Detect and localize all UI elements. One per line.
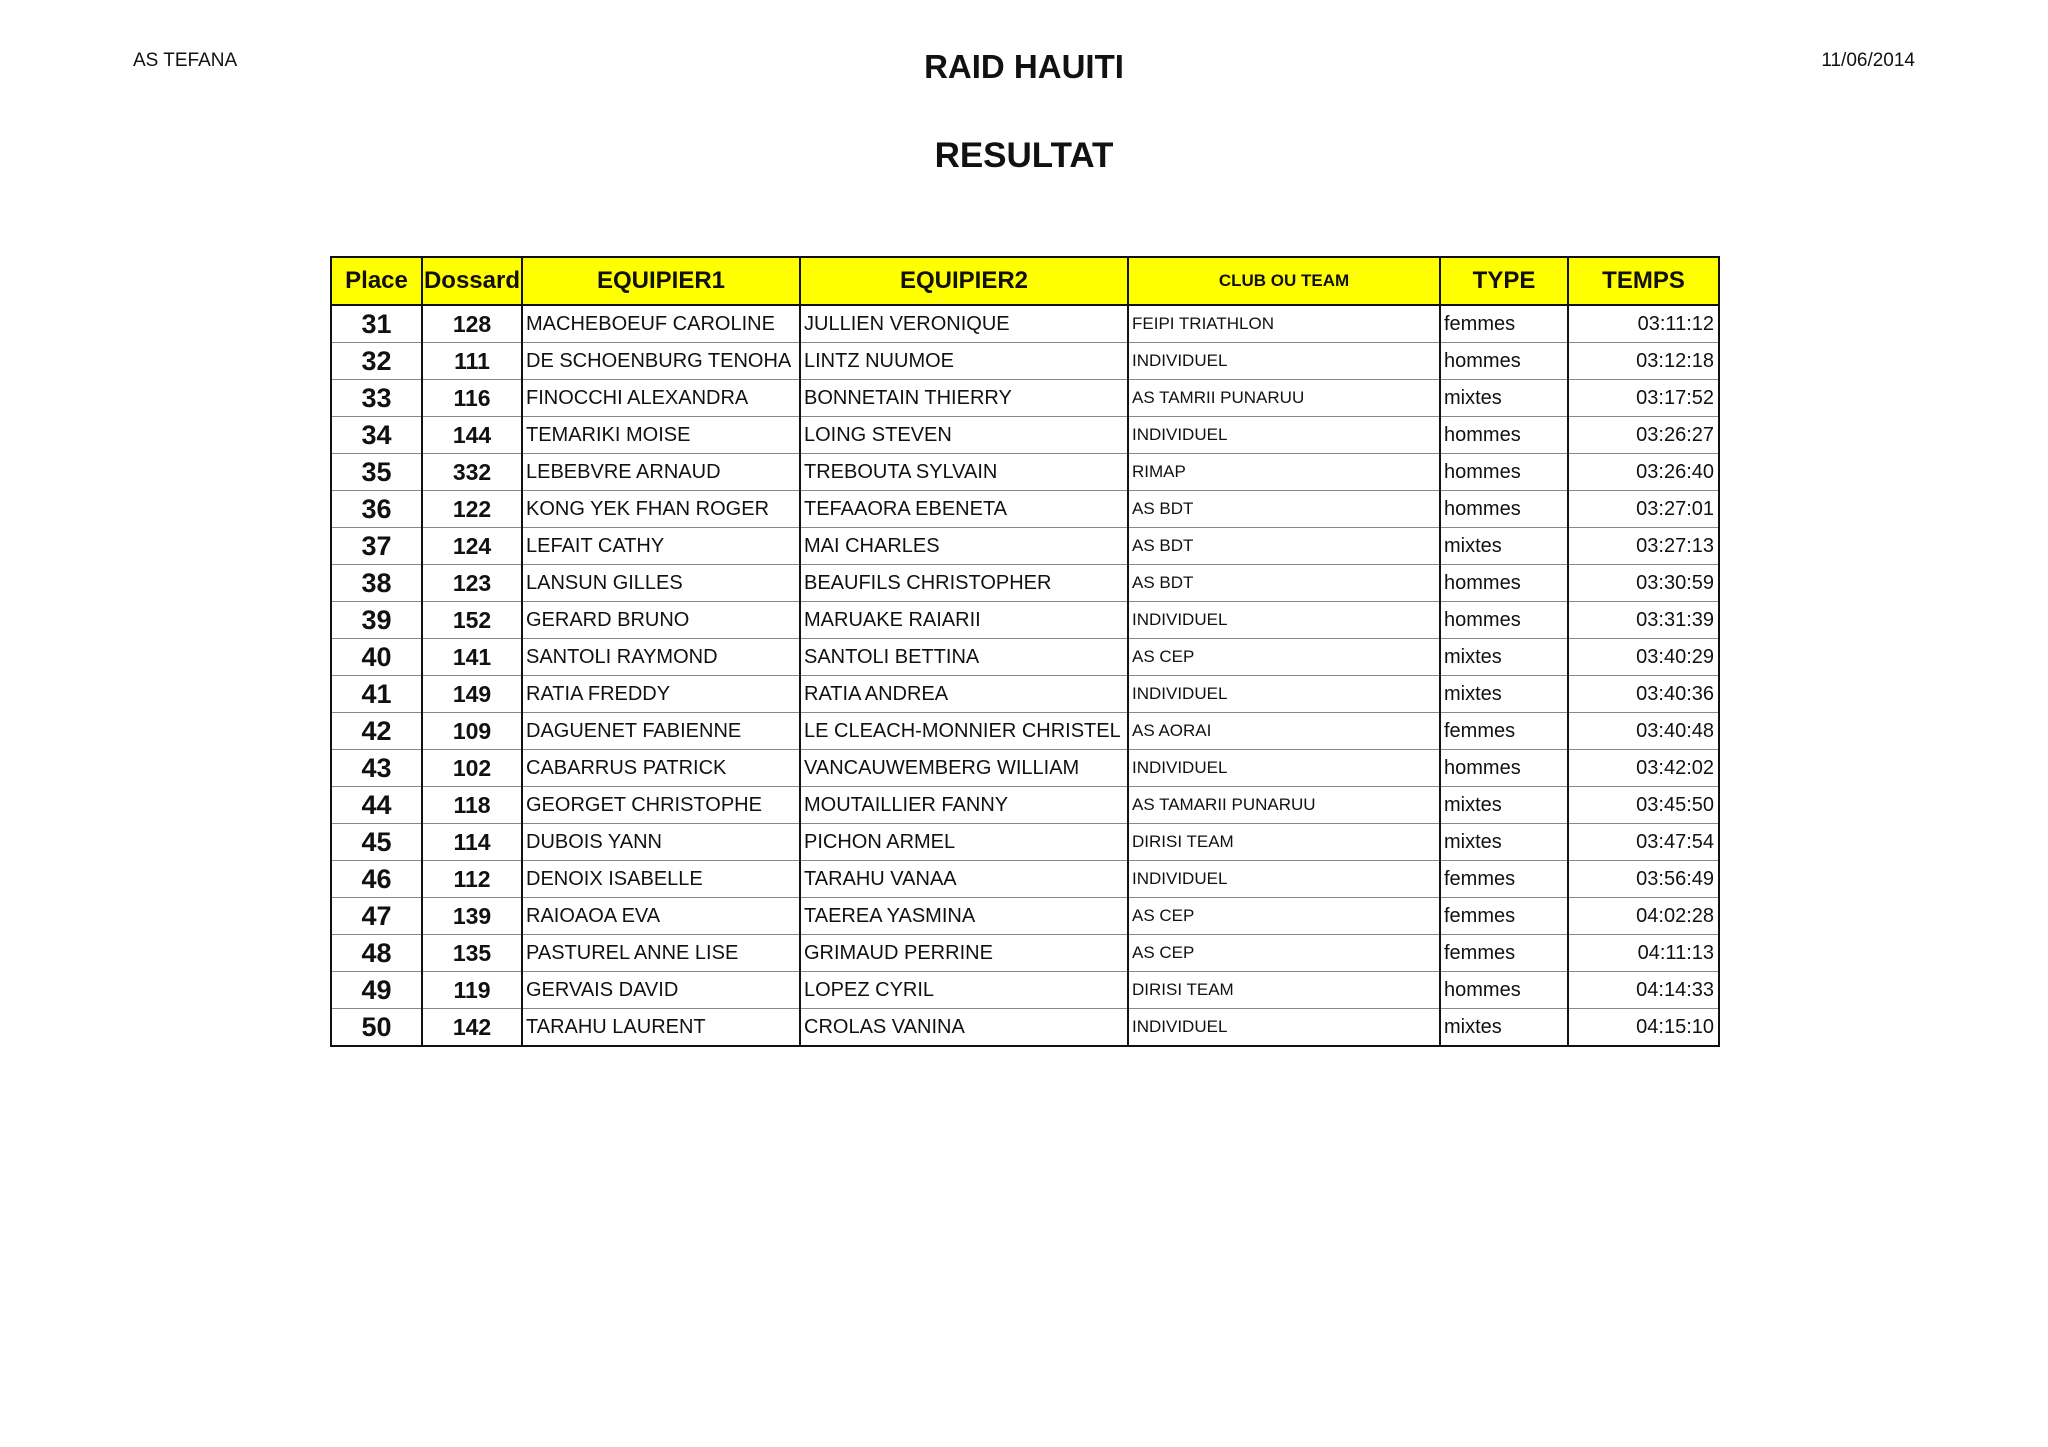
temps-cell: 03:56:49 — [1568, 861, 1719, 898]
type-cell: hommes — [1440, 972, 1568, 1009]
document-date: 11/06/2014 — [1821, 50, 1915, 71]
club-cell: INDIVIDUEL — [1128, 750, 1440, 787]
table-row — [331, 602, 1719, 639]
club-cell: AS BDT — [1128, 565, 1440, 602]
equipier1-cell: GEORGET CHRISTOPHE — [522, 787, 800, 824]
temps-cell: 03:11:12 — [1568, 305, 1719, 343]
dossard-cell: 128 — [422, 305, 522, 343]
equipier1-cell: TEMARIKI MOISE — [522, 417, 800, 454]
club-cell: AS CEP — [1128, 935, 1440, 972]
place-cell: 40 — [331, 639, 422, 676]
place-cell: 37 — [331, 528, 422, 565]
dossard-cell: 119 — [422, 972, 522, 1009]
equipier2-cell: CROLAS VANINA — [800, 1009, 1128, 1047]
equipier2-cell: TARAHU VANAA — [800, 861, 1128, 898]
table-row — [331, 824, 1719, 861]
club-cell: AS TAMARII PUNARUU — [1128, 787, 1440, 824]
table-row — [331, 343, 1719, 380]
equipier1-cell: DENOIX ISABELLE — [522, 861, 800, 898]
place-cell: 31 — [331, 305, 422, 343]
equipier2-cell: LINTZ NUUMOE — [800, 343, 1128, 380]
place-cell: 43 — [331, 750, 422, 787]
equipier2-cell: RATIA ANDREA — [800, 676, 1128, 713]
equipier1-cell: TARAHU LAURENT — [522, 1009, 800, 1047]
equipier2-cell: BONNETAIN THIERRY — [800, 380, 1128, 417]
table-row — [331, 528, 1719, 565]
place-cell: 32 — [331, 343, 422, 380]
dossard-cell: 135 — [422, 935, 522, 972]
dossard-cell: 123 — [422, 565, 522, 602]
column-header-equipier2: EQUIPIER2 — [800, 257, 1128, 305]
table-row — [331, 676, 1719, 713]
place-cell: 36 — [331, 491, 422, 528]
equipier1-cell: GERVAIS DAVID — [522, 972, 800, 1009]
equipier1-cell: KONG YEK FHAN ROGER — [522, 491, 800, 528]
type-cell: mixtes — [1440, 639, 1568, 676]
column-header-dossard: Dossard — [422, 257, 522, 305]
table-row — [331, 861, 1719, 898]
equipier2-cell: SANTOLI BETTINA — [800, 639, 1128, 676]
temps-cell: 03:40:29 — [1568, 639, 1719, 676]
temps-cell: 03:26:40 — [1568, 454, 1719, 491]
equipier2-cell: MARUAKE RAIARII — [800, 602, 1128, 639]
dossard-cell: 141 — [422, 639, 522, 676]
dossard-cell: 142 — [422, 1009, 522, 1047]
type-cell: mixtes — [1440, 787, 1568, 824]
type-cell: mixtes — [1440, 528, 1568, 565]
club-cell: INDIVIDUEL — [1128, 343, 1440, 380]
place-cell: 44 — [331, 787, 422, 824]
table-row — [331, 1009, 1719, 1047]
type-cell: mixtes — [1440, 380, 1568, 417]
temps-cell: 03:42:02 — [1568, 750, 1719, 787]
dossard-cell: 144 — [422, 417, 522, 454]
place-cell: 42 — [331, 713, 422, 750]
temps-cell: 03:17:52 — [1568, 380, 1719, 417]
table-row — [331, 713, 1719, 750]
place-cell: 33 — [331, 380, 422, 417]
equipier2-cell: BEAUFILS CHRISTOPHER — [800, 565, 1128, 602]
type-cell: hommes — [1440, 454, 1568, 491]
equipier1-cell: RATIA FREDDY — [522, 676, 800, 713]
table-row — [331, 787, 1719, 824]
temps-cell: 04:15:10 — [1568, 1009, 1719, 1047]
type-cell: hommes — [1440, 602, 1568, 639]
equipier1-cell: DUBOIS YANN — [522, 824, 800, 861]
club-cell: RIMAP — [1128, 454, 1440, 491]
temps-cell: 03:40:48 — [1568, 713, 1719, 750]
dossard-cell: 114 — [422, 824, 522, 861]
equipier1-cell: LEFAIT CATHY — [522, 528, 800, 565]
equipier2-cell: PICHON ARMEL — [800, 824, 1128, 861]
equipier1-cell: LEBEBVRE ARNAUD — [522, 454, 800, 491]
dossard-cell: 116 — [422, 380, 522, 417]
dossard-cell: 332 — [422, 454, 522, 491]
type-cell: femmes — [1440, 713, 1568, 750]
table-row — [331, 491, 1719, 528]
temps-cell: 04:11:13 — [1568, 935, 1719, 972]
temps-cell: 03:27:01 — [1568, 491, 1719, 528]
type-cell: hommes — [1440, 343, 1568, 380]
type-cell: femmes — [1440, 305, 1568, 343]
page-title: RAID HAUITI — [924, 48, 1124, 85]
column-header-equipier1: EQUIPIER1 — [522, 257, 800, 305]
equipier2-cell: LOPEZ CYRIL — [800, 972, 1128, 1009]
temps-cell: 03:40:36 — [1568, 676, 1719, 713]
equipier1-cell: DE SCHOENBURG TENOHA — [522, 343, 800, 380]
club-cell: AS BDT — [1128, 528, 1440, 565]
place-cell: 48 — [331, 935, 422, 972]
table-row — [331, 972, 1719, 1009]
equipier2-cell: TREBOUTA SYLVAIN — [800, 454, 1128, 491]
type-cell: hommes — [1440, 750, 1568, 787]
equipier1-cell: CABARRUS PATRICK — [522, 750, 800, 787]
equipier1-cell: SANTOLI RAYMOND — [522, 639, 800, 676]
dossard-cell: 109 — [422, 713, 522, 750]
club-cell: AS CEP — [1128, 639, 1440, 676]
dossard-cell: 102 — [422, 750, 522, 787]
temps-cell: 03:31:39 — [1568, 602, 1719, 639]
place-cell: 47 — [331, 898, 422, 935]
equipier2-cell: LE CLEACH-MONNIER CHRISTEL — [800, 713, 1128, 750]
equipier2-cell: MAI CHARLES — [800, 528, 1128, 565]
place-cell: 49 — [331, 972, 422, 1009]
place-cell: 35 — [331, 454, 422, 491]
column-header-place: Place — [331, 257, 422, 305]
temps-cell: 03:30:59 — [1568, 565, 1719, 602]
equipier2-cell: MOUTAILLIER FANNY — [800, 787, 1128, 824]
club-cell: INDIVIDUEL — [1128, 602, 1440, 639]
place-cell: 39 — [331, 602, 422, 639]
dossard-cell: 111 — [422, 343, 522, 380]
temps-cell: 03:26:27 — [1568, 417, 1719, 454]
type-cell: femmes — [1440, 898, 1568, 935]
dossard-cell: 118 — [422, 787, 522, 824]
dossard-cell: 124 — [422, 528, 522, 565]
equipier1-cell: LANSUN GILLES — [522, 565, 800, 602]
type-cell: femmes — [1440, 861, 1568, 898]
club-cell: DIRISI TEAM — [1128, 824, 1440, 861]
club-cell: AS AORAI — [1128, 713, 1440, 750]
type-cell: hommes — [1440, 491, 1568, 528]
temps-cell: 03:45:50 — [1568, 787, 1719, 824]
type-cell: mixtes — [1440, 676, 1568, 713]
dossard-cell: 149 — [422, 676, 522, 713]
club-cell: FEIPI TRIATHLON — [1128, 305, 1440, 343]
club-cell: INDIVIDUEL — [1128, 676, 1440, 713]
club-cell: INDIVIDUEL — [1128, 417, 1440, 454]
table-row — [331, 305, 1719, 343]
club-cell: AS BDT — [1128, 491, 1440, 528]
club-cell: DIRISI TEAM — [1128, 972, 1440, 1009]
dossard-cell: 122 — [422, 491, 522, 528]
club-cell: INDIVIDUEL — [1128, 1009, 1440, 1047]
table-row — [331, 750, 1719, 787]
table-row — [331, 639, 1719, 676]
place-cell: 34 — [331, 417, 422, 454]
equipier1-cell: DAGUENET FABIENNE — [522, 713, 800, 750]
column-header-club: CLUB OU TEAM — [1128, 257, 1440, 305]
dossard-cell: 139 — [422, 898, 522, 935]
dossard-cell: 152 — [422, 602, 522, 639]
results-table — [330, 256, 1720, 1047]
table-row — [331, 898, 1719, 935]
type-cell: mixtes — [1440, 824, 1568, 861]
equipier1-cell: GERARD BRUNO — [522, 602, 800, 639]
equipier2-cell: JULLIEN VERONIQUE — [800, 305, 1128, 343]
equipier2-cell: VANCAUWEMBERG WILLIAM — [800, 750, 1128, 787]
place-cell: 46 — [331, 861, 422, 898]
table-row — [331, 565, 1719, 602]
place-cell: 38 — [331, 565, 422, 602]
place-cell: 50 — [331, 1009, 422, 1047]
equipier2-cell: TAEREA YASMINA — [800, 898, 1128, 935]
type-cell: mixtes — [1440, 1009, 1568, 1047]
equipier1-cell: PASTUREL ANNE LISE — [522, 935, 800, 972]
equipier1-cell: FINOCCHI ALEXANDRA — [522, 380, 800, 417]
club-cell: AS TAMRII PUNARUU — [1128, 380, 1440, 417]
equipier1-cell: RAIOAOA EVA — [522, 898, 800, 935]
equipier2-cell: TEFAAORA EBENETA — [800, 491, 1128, 528]
table-row — [331, 454, 1719, 491]
temps-cell: 03:12:18 — [1568, 343, 1719, 380]
results-table-body — [331, 305, 1719, 1046]
dossard-cell: 112 — [422, 861, 522, 898]
temps-cell: 04:02:28 — [1568, 898, 1719, 935]
temps-cell: 03:27:13 — [1568, 528, 1719, 565]
table-row — [331, 380, 1719, 417]
equipier2-cell: GRIMAUD PERRINE — [800, 935, 1128, 972]
club-cell: INDIVIDUEL — [1128, 861, 1440, 898]
place-cell: 41 — [331, 676, 422, 713]
column-header-temps: TEMPS — [1568, 257, 1719, 305]
type-cell: hommes — [1440, 565, 1568, 602]
type-cell: femmes — [1440, 935, 1568, 972]
place-cell: 45 — [331, 824, 422, 861]
page-subtitle: RESULTAT — [934, 136, 1114, 175]
temps-cell: 04:14:33 — [1568, 972, 1719, 1009]
type-cell: hommes — [1440, 417, 1568, 454]
table-row — [331, 417, 1719, 454]
equipier2-cell: LOING STEVEN — [800, 417, 1128, 454]
column-header-type: TYPE — [1440, 257, 1568, 305]
temps-cell: 03:47:54 — [1568, 824, 1719, 861]
club-cell: AS CEP — [1128, 898, 1440, 935]
organizer-name: AS TEFANA — [133, 50, 238, 71]
table-row — [331, 935, 1719, 972]
equipier1-cell: MACHEBOEUF CAROLINE — [522, 305, 800, 343]
table-header-row — [331, 257, 1719, 305]
